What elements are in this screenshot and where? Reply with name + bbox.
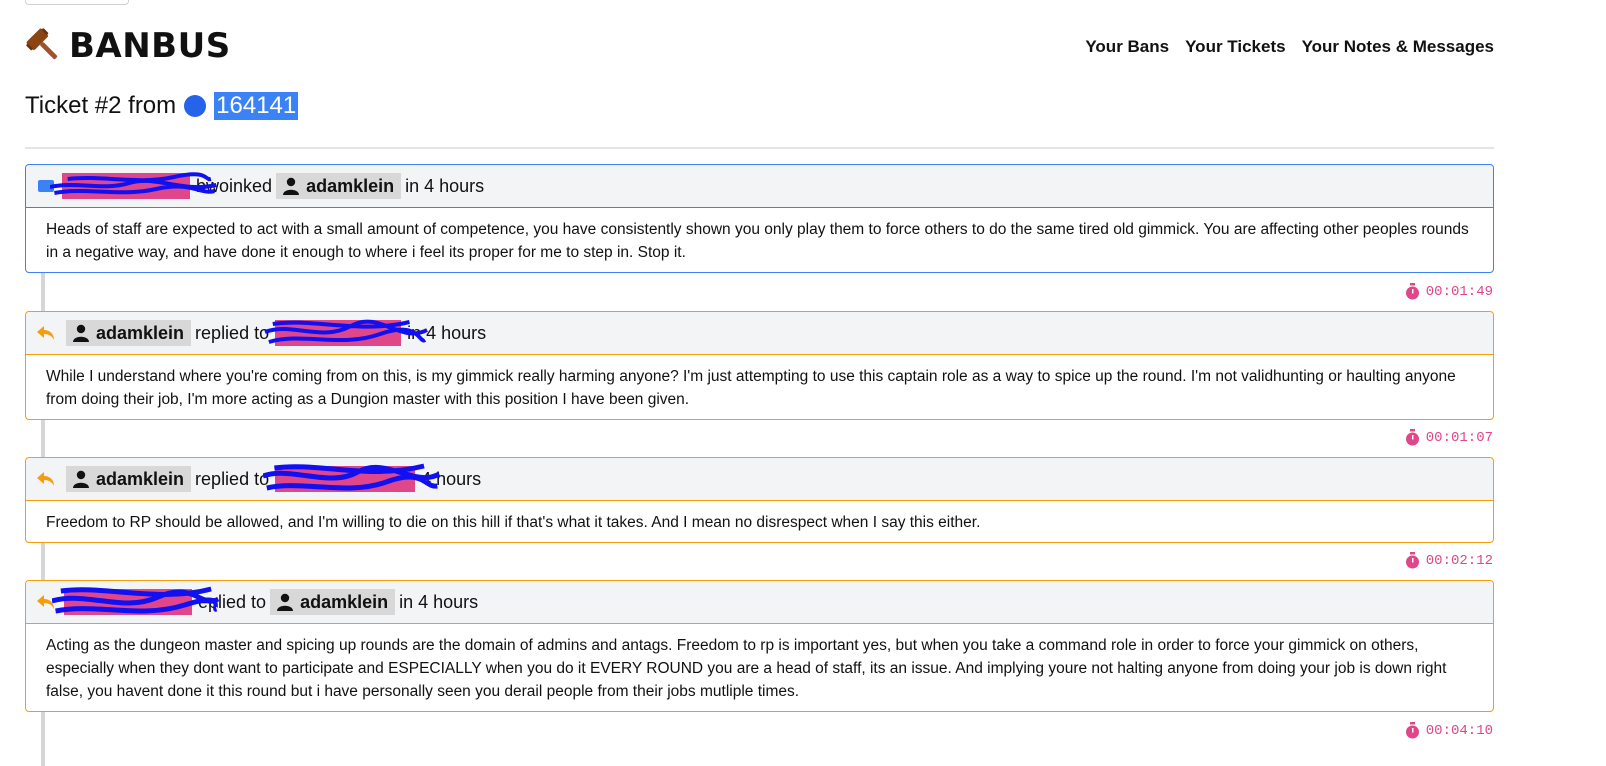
- stopwatch-icon: [1405, 283, 1420, 300]
- message-time-relative: in 4 hours: [405, 175, 485, 196]
- reply-icon: [36, 470, 56, 488]
- message-time-relative: in 4 hours: [399, 591, 479, 612]
- user-chip-name: adamklein: [300, 591, 389, 612]
- message-body: Acting as the dungeon master and spicing up rounds are the domain of admins and antags. Freedom to rp is important yes, but when you take a command role in order to force your gimmick on others, especially when they dont want to participate and ESPECIALLY when you do it EVERY ROUND you are a head of staff, its an issue. And implying youre not halting anyone from doing your job is down right false, you havent done it this round but i have personally seen you derail people from their jobs mutliple times.: [46, 637, 1447, 700]
- user-icon: [73, 324, 89, 342]
- redaction-scribble: [52, 581, 220, 625]
- user-chip-name: adamklein: [96, 468, 185, 489]
- message-timestamp: [1405, 552, 1493, 569]
- ticket-message: [25, 311, 1494, 420]
- user-icon: [277, 593, 293, 611]
- sender-redacted[interactable]: [62, 173, 190, 199]
- redaction-scribble: [263, 312, 429, 356]
- message-verb: replied to: [195, 322, 270, 343]
- user-icon: [283, 177, 299, 195]
- gavel-icon: [25, 27, 63, 65]
- brand-name: BANBUS: [69, 26, 231, 66]
- user-chip[interactable]: [66, 320, 191, 346]
- message-time-relative: in 4 hours: [407, 322, 487, 343]
- divider: [25, 147, 1494, 149]
- nav-your-tickets[interactable]: Your Tickets: [1185, 37, 1286, 56]
- user-chip[interactable]: [270, 589, 395, 615]
- stopwatch-icon: [1405, 429, 1420, 446]
- user-chip[interactable]: [276, 173, 401, 199]
- message-body: Heads of staff are expected to act with a small amount of competence, you have consistently shown you only play them to force others to do the same tired old gimmick. You are affecting other peoples rounds in a negative way, and have done it enough to where i feel its proper for me to step in. Stop it.: [46, 221, 1469, 261]
- ticket-message: [25, 580, 1494, 712]
- top-tab[interactable]: [25, 0, 129, 5]
- ticket-message: [25, 457, 1494, 543]
- user-icon: [73, 470, 89, 488]
- message-header: [26, 458, 1493, 501]
- target-redacted[interactable]: [275, 320, 401, 346]
- message-timestamp: [1405, 429, 1493, 446]
- sender-redacted[interactable]: [64, 589, 192, 615]
- player-status-dot: [184, 95, 206, 117]
- message-verb: bwoinked: [196, 175, 273, 196]
- reply-icon: [36, 324, 56, 342]
- timestamp-text: 00:04:10: [1425, 722, 1493, 739]
- message-body: Freedom to RP should be allowed, and I'm willing to die on this hill if that's what it takes. And I mean no disrespect when I say this either.: [46, 514, 981, 531]
- message-verb: replied to: [195, 468, 270, 489]
- ticket-message: [25, 164, 1494, 273]
- message-header: [26, 581, 1493, 624]
- brand-logo[interactable]: [25, 26, 231, 66]
- nav-your-bans[interactable]: Your Bans: [1085, 37, 1170, 56]
- message-body: While I understand where you're coming from on this, is my gimmick really harming anyone? I'm just attempting to use this captain role as a way to spice up the round. I'm not validhunting or haulting anyone from doing their job, I'm more acting as a Dungion master with this position I have been given.: [46, 368, 1456, 408]
- message-timestamp: [1405, 283, 1493, 300]
- stopwatch-icon: [1405, 722, 1420, 739]
- user-chip[interactable]: [66, 466, 191, 492]
- ticket-ckey[interactable]: 164141: [216, 92, 297, 119]
- timestamp-text: 00:01:07: [1425, 429, 1493, 446]
- timestamp-text: 00:02:12: [1425, 552, 1493, 569]
- stopwatch-icon: [1405, 552, 1420, 569]
- user-chip-name: adamklein: [96, 322, 185, 343]
- target-redacted[interactable]: [275, 466, 415, 492]
- message-header: [26, 165, 1493, 208]
- message-header: [26, 312, 1493, 355]
- top-nav: [1085, 37, 1494, 57]
- message-time-relative: 4 hours: [421, 468, 482, 489]
- message-timestamp: [1405, 722, 1493, 739]
- redaction-scribble: [50, 165, 218, 209]
- redaction-scribble: [263, 458, 443, 502]
- nav-your-notes-messages[interactable]: Your Notes & Messages: [1301, 37, 1494, 56]
- ticket-title-prefix: Ticket #2 from: [25, 92, 177, 119]
- user-chip-name: adamklein: [306, 175, 395, 196]
- timestamp-text: 00:01:49: [1425, 283, 1493, 300]
- page-title: [25, 92, 298, 120]
- message-verb: eplied to: [198, 591, 267, 612]
